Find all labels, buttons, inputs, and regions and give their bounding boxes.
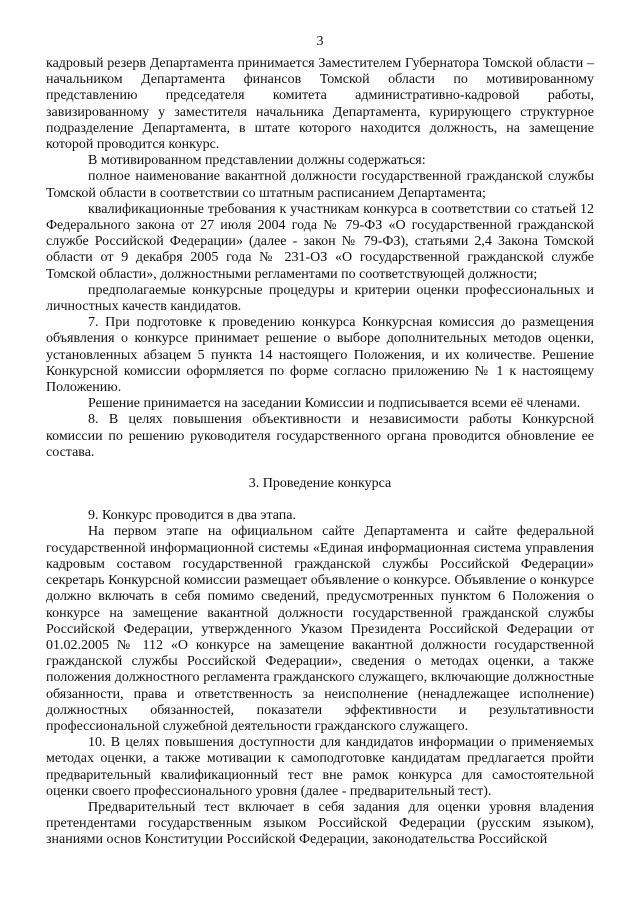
- paragraph: На первом этапе на официальном сайте Департамента и сайте федеральной государственной информационной системы «Единая информационная система управления кадровым составом государственной гражданской службы Российской Федерации» секретарь Конкурсной комиссии размещает объявление о конкурсе. Объявление о конкурсе должно включать в себя помимо сведений, предусмотренных пунктом 6 Положения о конкурсе на замещение вакантной должности государственной гражданской службы Российской Федерации, утвержденного Указом Президента Российской Федерации от 01.02.2005 № 112 «О конкурсе на замещение вакантной должности государственной гражданской службы Российской Федерации», сведения о методах оценки, а также положения должностного регламента гражданского служащего, включающие должностные обязанности, права и ответственность за неисполнение (ненадлежащее исполнение) должностных обязанностей, показатели эффективности и результативности профессиональной служебной деятельности гражданского служащего.: [46, 524, 594, 734]
- paragraph: кадровый резерв Департамента принимается Заместителем Губернатора Томской области – начальником Департамента финансов Томской области по мотивированному представлению председателя комитета административно-кадровой работы, завизированному у заместителя начальника Департамента, курирующего структурное подразделение Департамента, в штате которого находится должность, на замещение которой проводится конкурс.: [46, 56, 594, 153]
- document-page: [46, 34, 594, 849]
- paragraph: полное наименование вакантной должности государственной гражданской службы Томской области в соответствии со штатным расписанием Департамента;: [46, 169, 594, 201]
- paragraph: 7. При подготовке к проведению конкурса Конкурсная комиссия до размещения объявления о конкурсе принимает решение о выборе дополнительных методов оценки, установленных абзацем 5 пункта 14 настоящего Положения, и их количестве. Решение Конкурсной комиссии оформляется по форме согласно приложению № 1 к настоящему Положению.: [46, 315, 594, 396]
- paragraph: Предварительный тест включает в себя задания для оценки уровня владения претендентами государственным языком Российской Федерации (русским языком), знаниями основ Конституции Российской Федерации, законодательства Российской: [46, 799, 594, 848]
- section-3: [46, 508, 594, 848]
- paragraph: квалификационные требования к участникам конкурса в соответствии со статьей 12 Федерального закона от 27 июля 2004 года № 79-ФЗ «О государственной гражданской службе Российской Федерации» (далее - закон № 79-ФЗ), статьями 2,4 Закона Томской области от 9 декабря 2005 года № 231-ОЗ «О государственной гражданской службе Томской области», должностными регламентами по соответствующей должности;: [46, 201, 594, 282]
- section-title: 3. Проведение конкурса: [248, 476, 392, 492]
- paragraph: В мотивированном представлении должны содержаться:: [88, 153, 426, 169]
- section-2-continued: [46, 56, 594, 461]
- paragraph: предполагаемые конкурсные процедуры и критерии оценки профессиональных и личностных качеств кандидатов.: [46, 282, 594, 315]
- paragraph: Решение принимается на заседании Комиссии и подписывается всеми её членами.: [88, 396, 581, 412]
- page-number: 3: [316, 34, 324, 49]
- paragraph: 10. В целях повышения доступности для кандидатов информации о применяемых методах оценки, а также мотивации к самоподготовке кандидатам предлагается пройти предварительный квалификационный тест вне рамок конкурса для самостоятельной оценки своего профессионального уровня (далее - предварительный тест).: [46, 735, 594, 799]
- paragraph: 9. Конкурс проводится в два этапа.: [88, 508, 297, 524]
- paragraph: 8. В целях повышения объективности и независимости работы Конкурсной комиссии по решению руководителя государственного органа проводится обновление ее состава.: [46, 412, 594, 460]
